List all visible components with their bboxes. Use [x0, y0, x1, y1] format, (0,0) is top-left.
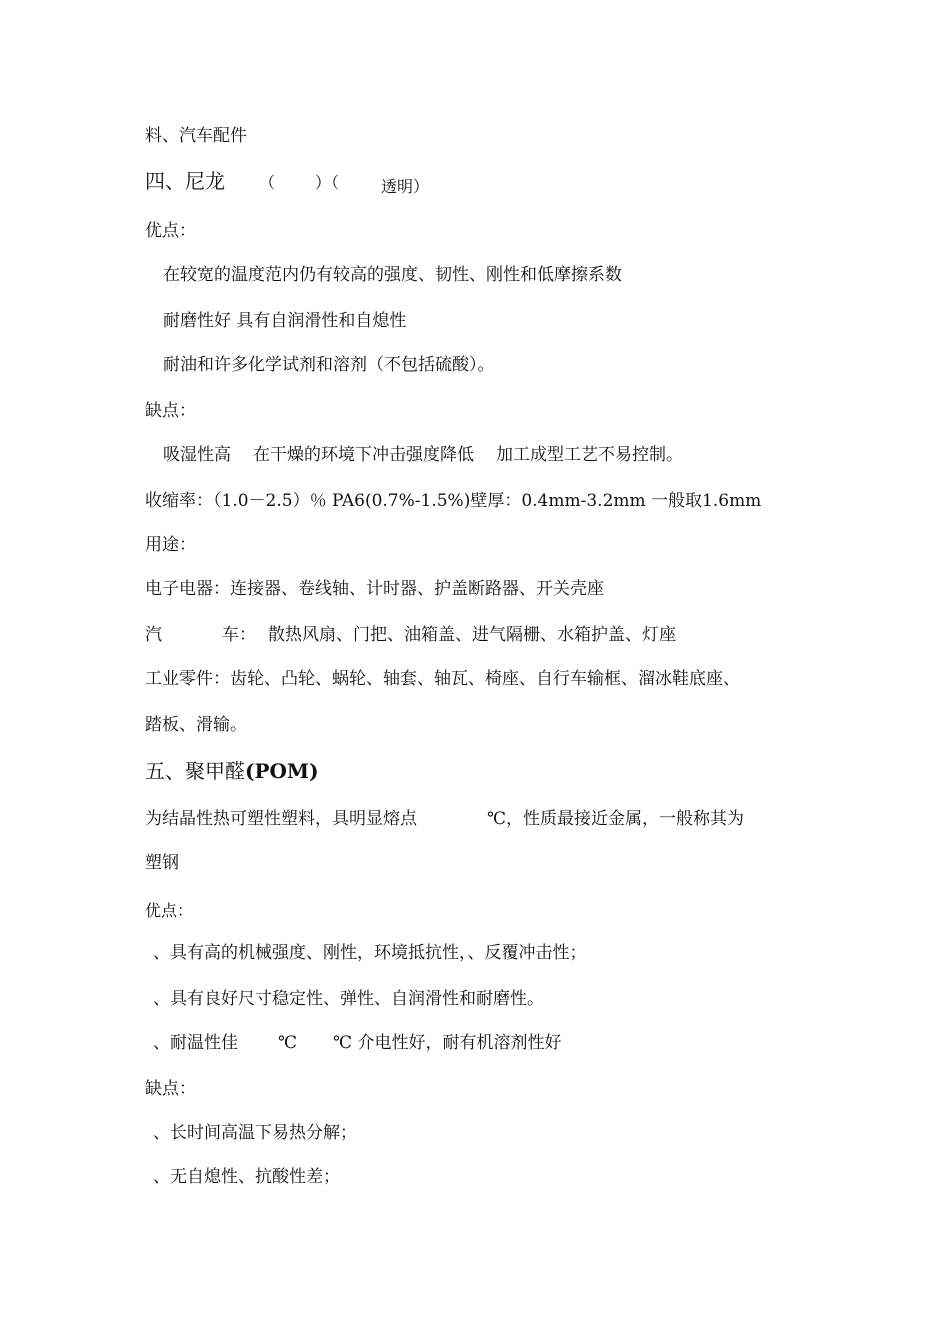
nylon-use-car	[145, 624, 676, 646]
nylon-use-car-items: 散热风扇、门把、油箱盖、进气隔栅、水箱护盖、灯座	[268, 625, 676, 645]
nylon-use-car-label-b: 车：	[222, 625, 256, 645]
nylon-con-item: 在干燥的环境下冲击强度降低	[253, 445, 474, 465]
nylon-use-electronics: 电子电器：连接器、卷线轴、计时器、护盖断路器、开关壳座	[145, 579, 604, 599]
pom-temp-part: ℃	[278, 1033, 298, 1053]
pom-con-item: 、无自熄性、抗酸性差；	[153, 1167, 340, 1187]
pom-description	[145, 808, 744, 830]
pom-description-cont: 塑钢	[145, 853, 179, 873]
pom-desc-part: 为结晶性热可塑性塑料，具明显熔点	[145, 809, 417, 829]
section-heading-pom	[145, 758, 319, 784]
pom-pro-item-temp	[153, 1032, 561, 1054]
nylon-paren-close-open: ）（	[315, 173, 340, 192]
nylon-title: 四、尼龙	[145, 169, 225, 193]
nylon-paren-open: （	[259, 173, 276, 192]
nylon-transparent: 透明）	[381, 177, 430, 196]
pom-title-abbr: (POM)	[245, 759, 319, 783]
pom-title: 五、聚甲醛	[145, 759, 245, 783]
pom-temp-part: ℃ 介电性好，耐有机溶剂性好	[333, 1033, 562, 1053]
pom-temp-part: 、耐温性佳	[153, 1033, 238, 1053]
nylon-pro-item: 在较宽的温度范内仍有较高的强度、韧性、刚性和低摩擦系数	[163, 265, 622, 285]
nylon-use-industry: 工业零件：齿轮、凸轮、蜗轮、轴套、轴瓦、椅座、自行车输框、溜冰鞋底座、	[145, 669, 740, 689]
nylon-use-car-label-a: 汽	[145, 625, 162, 645]
continued-line: 料、汽车配件	[145, 126, 247, 146]
nylon-con-item: 吸湿性高	[163, 445, 231, 465]
nylon-pros-label: 优点：	[145, 221, 196, 241]
pom-con-item: 、长时间高温下易热分解；	[153, 1123, 357, 1143]
pom-pros-label: 优点：	[145, 901, 194, 920]
nylon-cons-line	[163, 444, 683, 466]
pom-pro-item: 、具有良好尺寸稳定性、弹性、自润滑性和耐磨性。	[153, 989, 544, 1009]
nylon-shrinkage: 收缩率：（1.0－2.5）％ PA6(0.7%-1.5%)壁厚：0.4mm-3.2mm 一般取1.6mm	[145, 491, 762, 511]
nylon-pro-item: 耐磨性好 具有自润滑性和自熄性	[163, 311, 407, 331]
pom-pro-item: 、具有高的机械强度、刚性，环境抵抗性，、反覆冲击性；	[153, 943, 587, 963]
pom-cons-label: 缺点：	[145, 1079, 196, 1099]
nylon-uses-label: 用途：	[145, 535, 196, 555]
section-heading-nylon	[145, 168, 429, 196]
pom-desc-part: ℃，性质最接近金属，一般称其为	[487, 809, 745, 829]
nylon-pro-item: 耐油和许多化学试剂和溶剂（不包括硫酸）。	[163, 355, 495, 375]
nylon-use-industry-cont: 踏板、滑输。	[145, 715, 247, 735]
nylon-cons-label: 缺点：	[145, 401, 196, 421]
nylon-con-item: 加工成型工艺不易控制。	[496, 445, 683, 465]
